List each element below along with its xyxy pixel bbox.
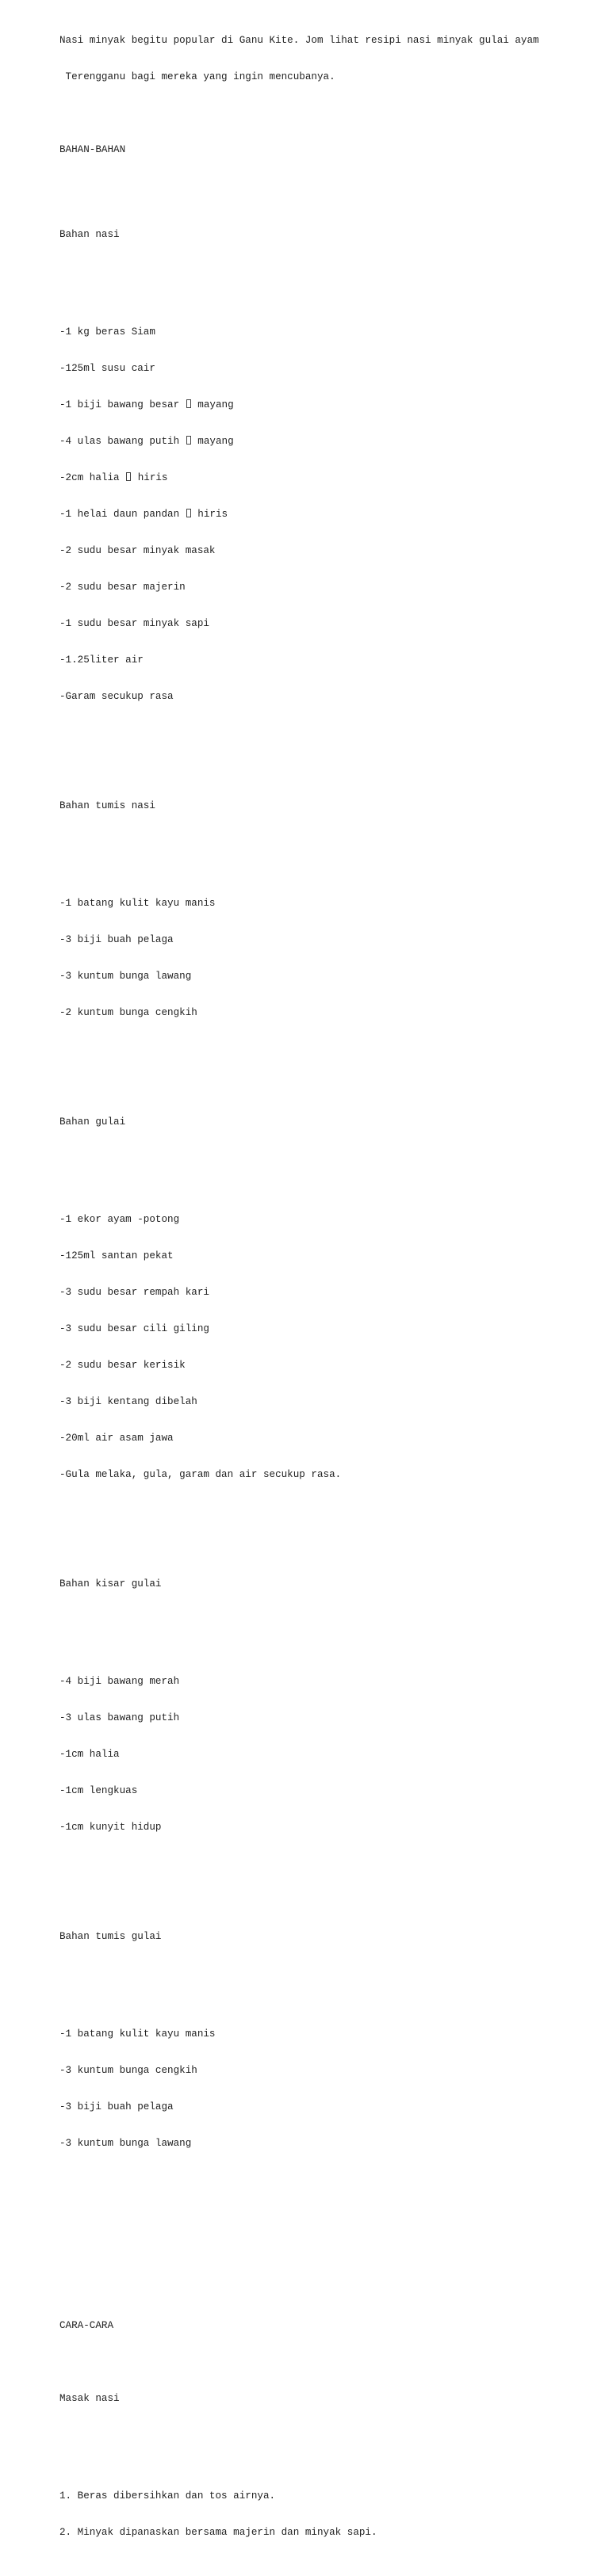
missing-glyph-icon — [186, 399, 191, 408]
list-item: -3 biji buah pelaga — [59, 934, 174, 946]
spacer — [59, 1883, 599, 1895]
list-item: -1cm lengkuas — [59, 1785, 138, 1797]
spacer — [59, 1530, 599, 1542]
list-item: -3 sudu besar rempah kari — [59, 1287, 209, 1299]
list-item: -125ml santan pekat — [59, 1250, 174, 1262]
intro-line-1: Nasi minyak begitu popular di Ganu Kite. Jom lihat resipi nasi minyak gulai ayam — [59, 34, 539, 46]
bahan-gulai-list — [59, 1189, 599, 1506]
list-item: -2 sudu besar minyak masak — [59, 545, 216, 557]
list-item: -1 kg beras Siam — [59, 326, 155, 338]
spacer — [59, 837, 599, 849]
spacer — [59, 1967, 599, 1979]
list-item: -1cm halia — [59, 1749, 120, 1761]
list-item: -1 helai daun pandan hiris — [59, 509, 228, 521]
section-title-bahan-tumis-gulai: Bahan tumis gulai — [59, 1931, 162, 1943]
missing-glyph-icon — [186, 436, 191, 445]
list-item: -3 kuntum bunga lawang — [59, 971, 192, 983]
bahan-kisar-gulai-list — [59, 1651, 599, 1858]
intro-line-2: Terengganu bagi mereka yang ingin mencubanya. — [59, 71, 335, 82]
list-item: -3 sudu besar cili giling — [59, 1323, 209, 1335]
missing-glyph-icon — [126, 472, 131, 481]
spacer — [59, 108, 599, 120]
bahan-tumis-gulai-list — [59, 2004, 599, 2174]
recipe-document — [59, 10, 599, 2576]
list-item: -1 ekor ayam -potong — [59, 1214, 180, 1226]
spacer — [59, 2429, 599, 2441]
section-title-bahan-kisar-gulai: Bahan kisar gulai — [59, 1578, 162, 1590]
spacer — [59, 181, 599, 193]
list-item: -1cm kunyit hidup — [59, 1822, 162, 1834]
list-item: -1 sudu besar minyak sapi — [59, 618, 209, 630]
spacer — [59, 2199, 599, 2211]
list-item: -2 kuntum bunga cengkih — [59, 1007, 197, 1019]
bahan-heading: BAHAN-BAHAN — [59, 143, 126, 155]
list-item: -1 biji bawang besar mayang — [59, 399, 234, 410]
list-item: -2 sudu besar majerin — [59, 582, 186, 593]
list-item: -125ml susu cair — [59, 362, 155, 374]
list-item: -3 ulas bawang putih — [59, 1712, 180, 1724]
spacer — [59, 265, 599, 277]
list-item: -20ml air asam jawa — [59, 1433, 174, 1444]
list-item: -1 batang kulit kayu manis — [59, 2028, 216, 2040]
spacer — [59, 2235, 599, 2247]
list-item: -2cm halia hiris — [59, 472, 168, 484]
list-item: -3 kuntum bunga cengkih — [59, 2065, 197, 2077]
spacer — [59, 1068, 599, 1080]
cara-heading: CARA-CARA — [59, 2320, 114, 2332]
list-item: -3 biji kentang dibelah — [59, 1396, 197, 1408]
masak-nasi-steps — [59, 2466, 599, 2563]
step-item: 2. Minyak dipanaskan bersama majerin dan minyak sapi. — [59, 2527, 377, 2539]
section-title-bahan-tumis-nasi: Bahan tumis nasi — [59, 800, 155, 812]
list-item: -2 sudu besar kerisik — [59, 1360, 186, 1372]
list-item: -4 biji bawang merah — [59, 1676, 180, 1688]
missing-glyph-icon — [186, 509, 191, 517]
list-item: -Gula melaka, gula, garam dan air secukup rasa. — [59, 1469, 342, 1481]
list-item: -1 batang kulit kayu manis — [59, 898, 216, 910]
section-title-bahan-gulai: Bahan gulai — [59, 1116, 126, 1128]
spacer — [59, 2272, 599, 2284]
bahan-nasi-list — [59, 302, 599, 727]
bahan-tumis-nasi-list — [59, 873, 599, 1044]
list-item: -1.25liter air — [59, 654, 144, 666]
spacer — [59, 1615, 599, 1627]
list-item: -3 kuntum bunga lawang — [59, 2138, 192, 2150]
section-title-masak-nasi: Masak nasi — [59, 2393, 120, 2405]
spacer — [59, 752, 599, 764]
spacer — [59, 1153, 599, 1165]
section-title-bahan-nasi: Bahan nasi — [59, 229, 120, 241]
list-item: -3 biji buah pelaga — [59, 2101, 174, 2113]
step-item: 1. Beras dibersihkan dan tos airnya. — [59, 2490, 276, 2502]
list-item: -Garam secukup rasa — [59, 691, 174, 703]
spacer — [59, 2357, 599, 2368]
list-item: -4 ulas bawang putih mayang — [59, 436, 234, 448]
